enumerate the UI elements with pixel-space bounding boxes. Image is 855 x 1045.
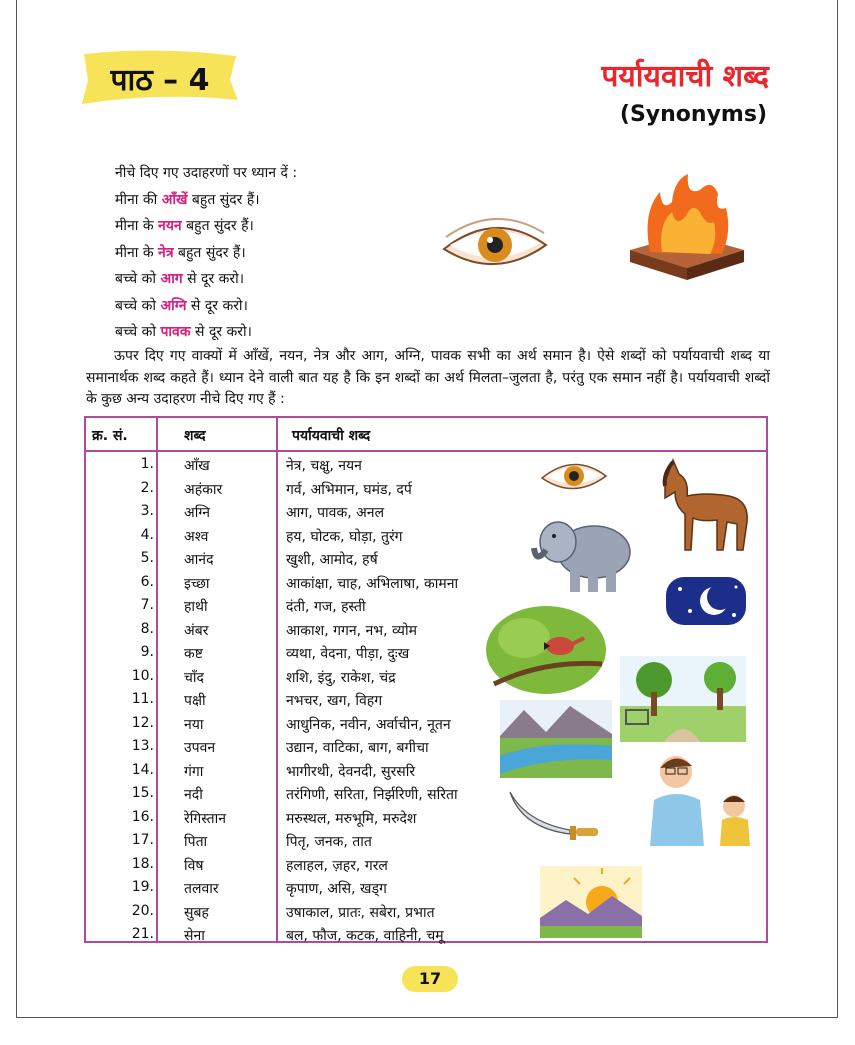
- synonyms-cell: खुशी, आमोद, हर्ष: [286, 552, 378, 568]
- bird-tree-image: [484, 604, 608, 700]
- page-number: 17: [418, 969, 442, 988]
- serial-cell: 17.: [131, 832, 154, 848]
- highlight-word: नयन: [158, 218, 182, 234]
- serial-cell: 10.: [131, 667, 154, 684]
- serial-cell: 8.: [140, 620, 154, 637]
- sunrise-image: [540, 866, 642, 938]
- table-row: [86, 879, 766, 902]
- sentence-text: मीना के: [115, 244, 159, 261]
- synonyms-cell: उद्यान, वाटिका, बाग, बगीचा: [286, 740, 429, 756]
- example-sentence: [115, 240, 297, 267]
- word-cell: सुबह: [184, 904, 209, 921]
- example-sentence: [115, 293, 297, 320]
- word-cell: आँख: [184, 458, 210, 474]
- horse-image: [655, 452, 753, 552]
- synonyms-cell: कृपाण, असि, खड्ग: [286, 881, 387, 897]
- fire-image: [622, 172, 752, 284]
- page-title: पर्यायवाची शब्द: [601, 59, 769, 94]
- sword-image: [506, 788, 602, 844]
- word-cell: अहंकार: [184, 481, 223, 498]
- sentence-text: से दूर करो।: [182, 271, 245, 287]
- serial-cell: 13.: [131, 738, 154, 754]
- serial-cell: 1.: [140, 456, 154, 472]
- sentence-text: बच्चे को: [115, 297, 161, 314]
- word-cell: पक्षी: [184, 693, 206, 709]
- word-cell: चाँद: [184, 669, 204, 686]
- synonyms-cell: शशि, इंदु, राकेश, चंद्र: [286, 669, 396, 686]
- synonyms-cell: पितृ, जनक, तात: [286, 834, 372, 850]
- sentence-text: बहुत सुंदर हैं।: [181, 218, 254, 234]
- word-cell: हाथी: [184, 599, 208, 615]
- synonyms-cell: बल, फौज, कटक, वाहिनी, चमू: [286, 928, 444, 944]
- serial-cell: 20.: [131, 902, 154, 919]
- table-row: [86, 926, 766, 949]
- synonyms-cell: भागीरथी, देवनदी, सुरसरि: [286, 763, 416, 780]
- page-subtitle: (Synonyms): [619, 102, 767, 127]
- sentence-text: से दूर करो।: [186, 297, 248, 314]
- highlight-word: आग: [160, 271, 183, 287]
- highlight-word: अग्नि: [160, 297, 187, 314]
- word-cell: विष: [184, 857, 204, 874]
- elephant-image: [530, 514, 634, 594]
- sentence-text: बहुत सुंदर हैं।: [187, 191, 260, 208]
- sentence-text: बहुत सुंदर हैं।: [173, 244, 246, 261]
- synonyms-cell: दंती, गज, हस्ती: [286, 599, 366, 615]
- word-cell: आनंद: [184, 552, 214, 568]
- serial-cell: 6.: [140, 573, 154, 590]
- word-cell: सेना: [184, 928, 205, 944]
- eye-image: [540, 456, 608, 496]
- serial-cell: 2.: [140, 479, 154, 496]
- word-cell: नया: [184, 716, 204, 733]
- synonyms-cell: उषाकाल, प्रातः, सबेरा, प्रभात: [286, 904, 435, 921]
- serial-cell: 7.: [140, 597, 154, 613]
- highlight-word: नेत्र: [158, 244, 174, 261]
- sentence-text: बच्चे को: [115, 271, 161, 287]
- serial-cell: 15.: [131, 785, 154, 801]
- word-cell: पिता: [184, 834, 208, 850]
- example-sentence: [115, 213, 297, 240]
- word-cell: गंगा: [184, 763, 204, 780]
- serial-cell: 14.: [131, 761, 154, 778]
- synonyms-cell: नभचर, खग, विहग: [286, 693, 383, 709]
- serial-cell: 4.: [140, 526, 154, 543]
- highlight-word: आँखें: [161, 191, 188, 208]
- example-sentence: [115, 266, 297, 293]
- word-cell: रेगिस्तान: [184, 810, 227, 827]
- example-sentence: [115, 187, 297, 214]
- highlight-word: पावक: [160, 324, 191, 340]
- synonyms-cell: हय, घोटक, घोड़ा, तुरंग: [286, 528, 403, 545]
- serial-cell: 5.: [140, 550, 154, 566]
- page-number-badge: [401, 965, 459, 993]
- intro-examples: [115, 160, 297, 346]
- synonyms-cell: तरंगिणी, सरिता, निर्झरिणी, सरिता: [286, 787, 458, 803]
- table-row: [86, 856, 766, 879]
- word-cell: अग्नि: [184, 505, 211, 521]
- synonyms-cell: आकांक्षा, चाह, अभिलाषा, कामना: [286, 575, 459, 592]
- serial-cell: 11.: [131, 691, 154, 707]
- serial-cell: 16.: [131, 808, 154, 825]
- sentence-text: बच्चे को: [115, 324, 161, 340]
- synonyms-cell: व्यथा, वेदना, पीड़ा, दुःख: [286, 646, 410, 662]
- word-cell: उपवन: [184, 740, 216, 756]
- serial-cell: 21.: [131, 926, 154, 942]
- sentence-text: से दूर करो।: [190, 324, 252, 340]
- explanation-paragraph: ऊपर दिए गए वाक्यों में आँखें, नयन, नेत्र और आग, अग्नि, पावक सभी का अर्थ समान है। ऐसे शब्दों को पर्यायवाची शब्द या समानार्थक शब्द कहते हैं। ध्यान देने वाली बात यह है कि इन शब्दों का अर्थ मिलता–जुलता है, परंतु एक समान नहीं है। पर्यायवाची शब्दों के कुछ अन्य उदाहरण नीचे दिए गए हैं :: [86, 348, 770, 407]
- serial-cell: 3.: [140, 503, 154, 519]
- moon-image: [664, 575, 748, 627]
- header-word: शब्द: [184, 428, 206, 444]
- example-sentence: [115, 319, 297, 346]
- word-cell: नदी: [184, 787, 203, 803]
- serial-cell: 19.: [131, 879, 154, 895]
- synonyms-cell: आकाश, गगन, नभ, व्योम: [286, 622, 417, 639]
- serial-cell: 12.: [131, 714, 154, 731]
- table-row: [86, 550, 766, 573]
- park-image: [620, 656, 746, 742]
- serial-cell: 9.: [140, 644, 154, 660]
- eye-image: [440, 215, 550, 275]
- sentence-text: मीना के: [115, 218, 159, 234]
- sentence-text: मीना की: [115, 191, 162, 208]
- chapter-banner: [80, 50, 240, 106]
- synonyms-cell: गर्व, अभिमान, घमंड, दर्प: [286, 481, 412, 498]
- synonyms-cell: मरुस्थल, मरुभूमि, मरुदेश: [286, 810, 417, 827]
- word-cell: कष्ट: [184, 646, 203, 662]
- table-row: [86, 903, 766, 926]
- chapter-label: पाठ – 4: [110, 63, 210, 98]
- synonyms-cell: हलाहल, ज़हर, गरल: [286, 857, 388, 874]
- word-cell: तलवार: [184, 881, 219, 897]
- synonyms-cell: आग, पावक, अनल: [286, 505, 385, 521]
- word-cell: अश्व: [184, 528, 209, 545]
- word-cell: अंबर: [184, 622, 209, 639]
- word-cell: इच्छा: [184, 575, 210, 592]
- synonyms-cell: नेत्र, चक्षु, नयन: [286, 458, 362, 474]
- synonyms-cell: आधुनिक, नवीन, अर्वाचीन, नूतन: [286, 716, 451, 733]
- header-serial: क्र. सं.: [92, 428, 128, 444]
- header-synonyms: पर्यायवाची शब्द: [292, 428, 371, 444]
- serial-cell: 18.: [131, 855, 154, 872]
- river-image: [500, 700, 612, 778]
- intro-heading: नीचे दिए गए उदाहरणों पर ध्यान दें :: [115, 165, 298, 181]
- father-son-image: [630, 750, 754, 846]
